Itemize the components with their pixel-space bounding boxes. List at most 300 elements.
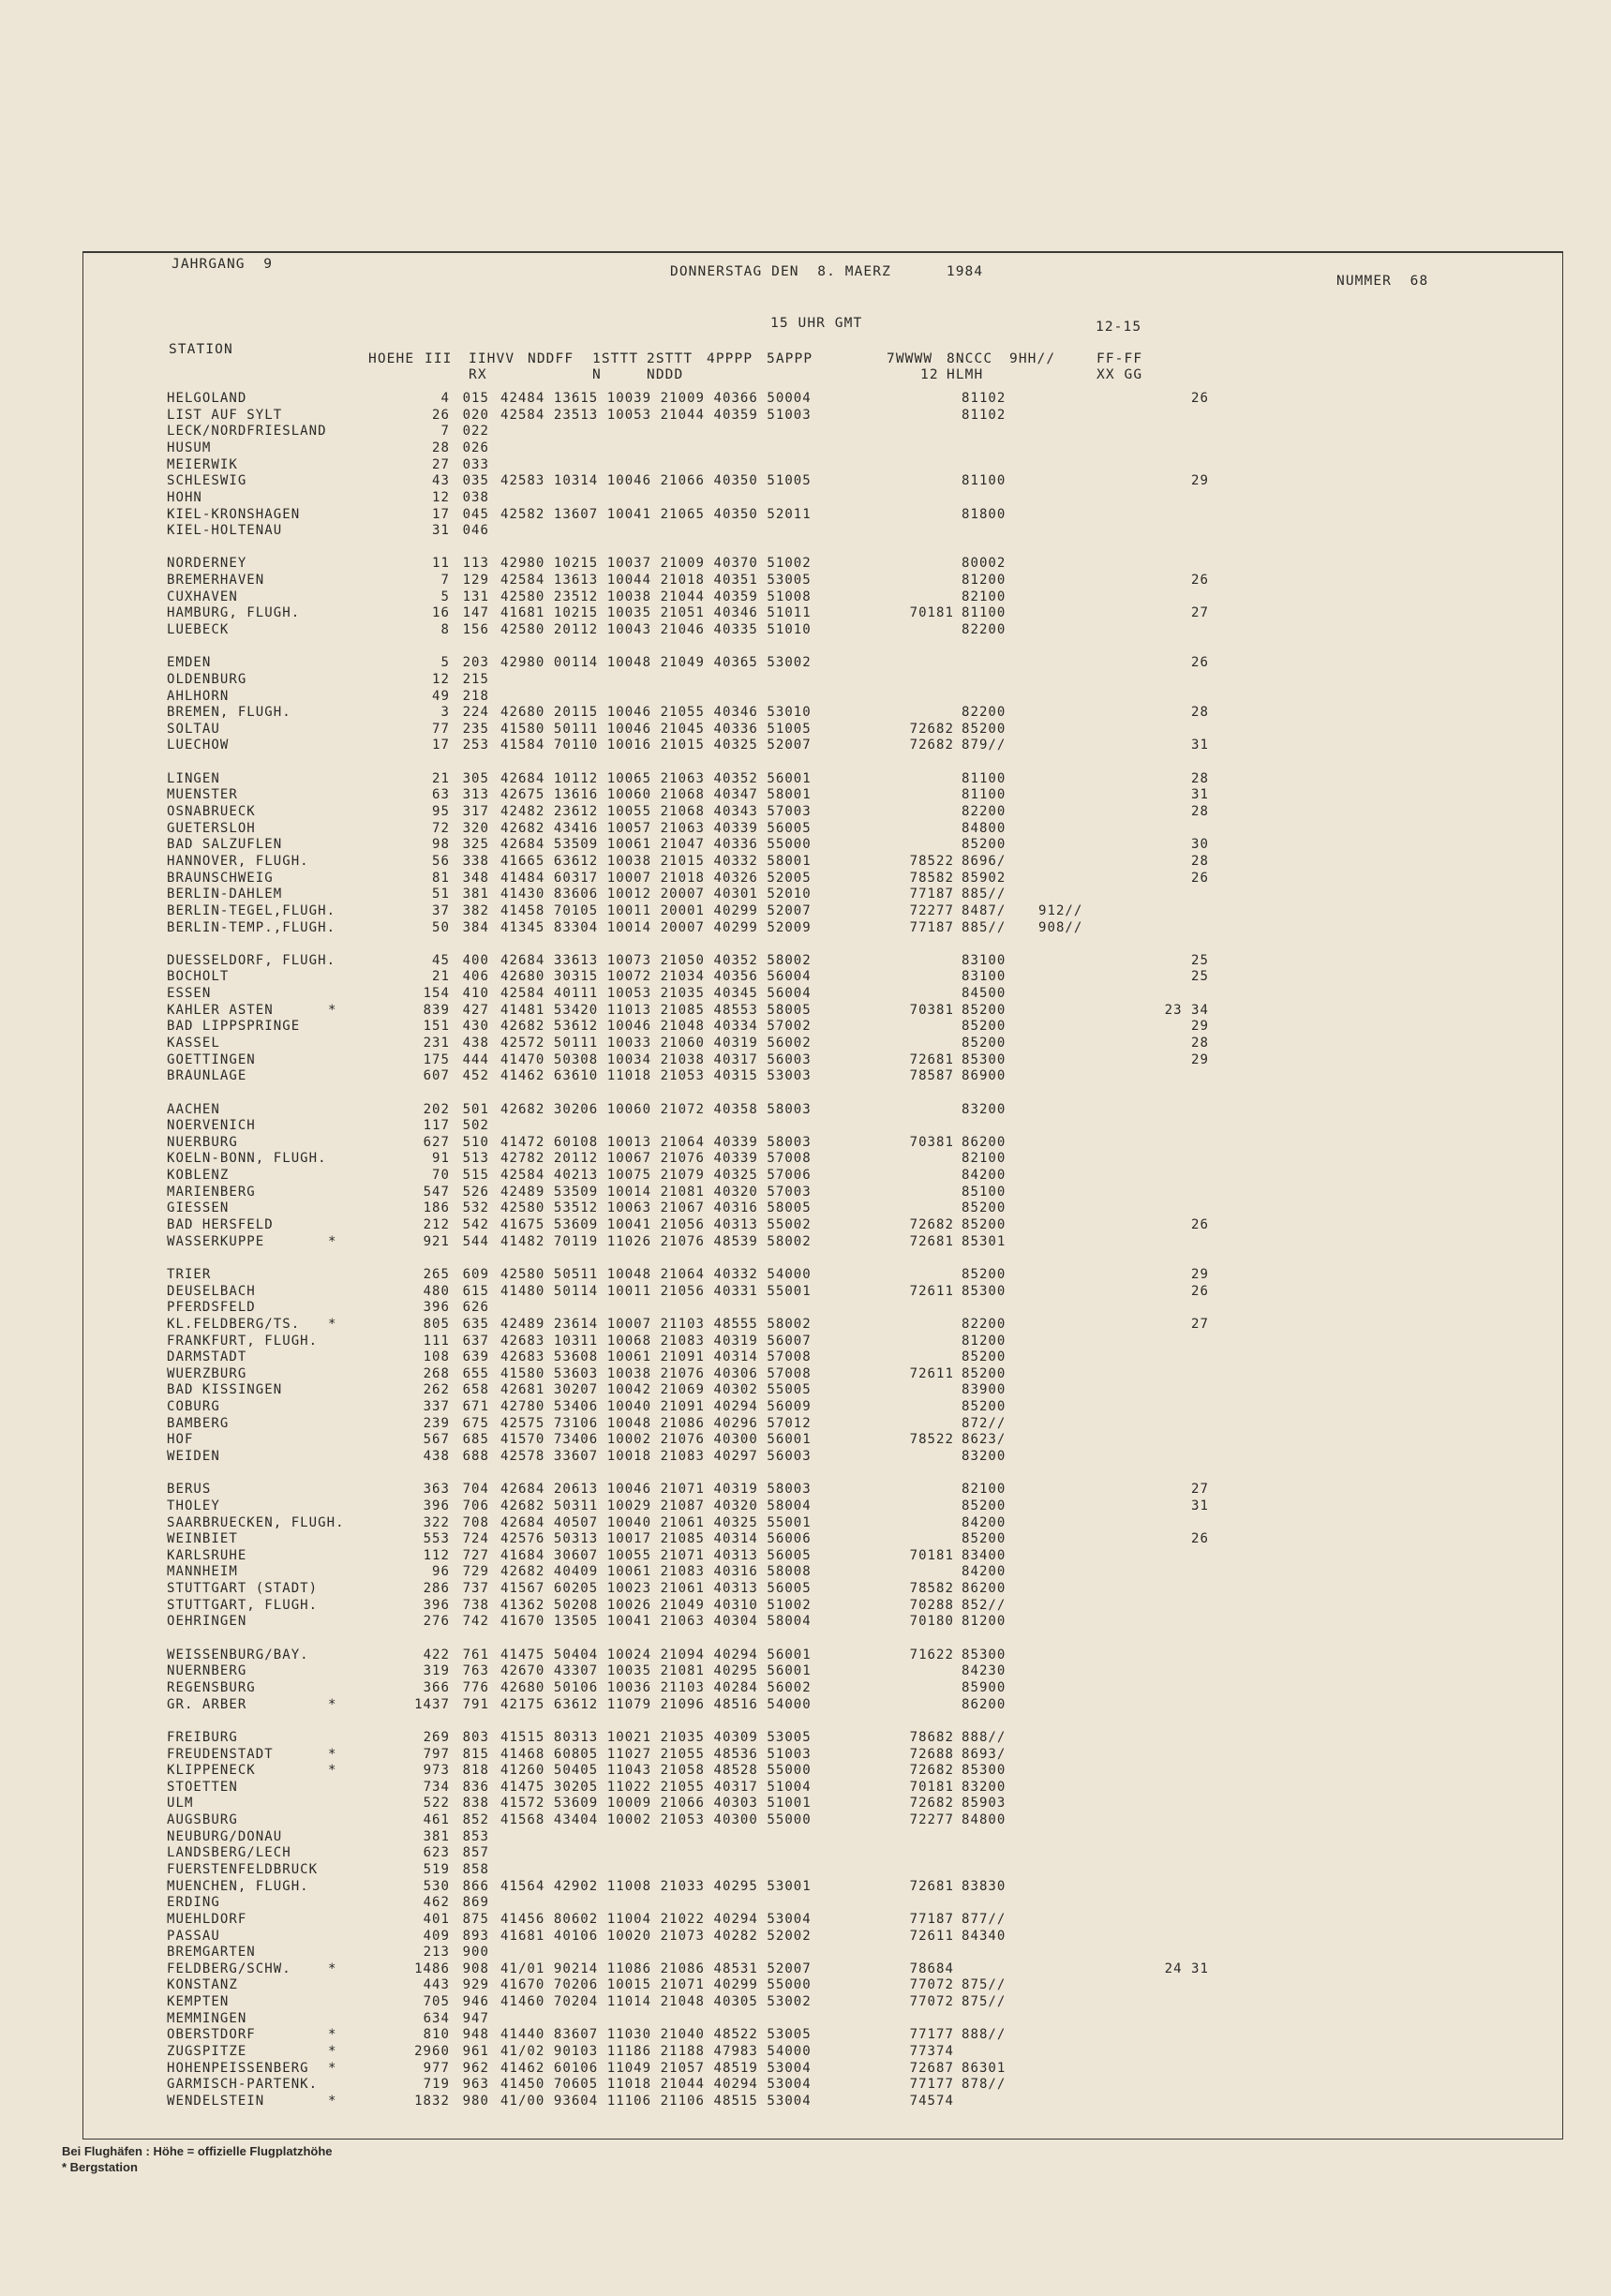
group-8nccc: 84200	[962, 1564, 1007, 1580]
group-ff: 29	[1191, 473, 1209, 489]
station-height: 276	[423, 1614, 450, 1630]
station-name: BERLIN-TEMP.,FLUGH.	[167, 919, 336, 935]
table-row	[167, 920, 1348, 937]
station-index: 131	[462, 589, 489, 604]
station-index: 026	[462, 440, 489, 455]
station-name: NUERNBERG	[167, 1663, 247, 1679]
station-index: 502	[462, 1118, 489, 1134]
station-name: FUERSTENFELDBRUCK	[167, 1862, 319, 1877]
station-name: BAD SALZUFLEN	[167, 837, 283, 853]
synop-groups: 42578 33607 10018 21083 40297 56003	[500, 1449, 812, 1464]
group-8nccc: 85200	[962, 837, 1007, 853]
synop-groups: 42681 30207 10042 21069 40302 55005	[500, 1382, 812, 1398]
station-height: 7	[440, 424, 450, 440]
station-height: 16	[432, 605, 450, 621]
synop-groups: 41580 50111 10046 21045 40336 51005	[500, 721, 812, 737]
group-8nccc: 80002	[962, 556, 1007, 572]
col-4pppp: 4PPPP	[707, 351, 753, 366]
station-index: 338	[462, 853, 489, 869]
col-station: STATION	[169, 342, 233, 357]
synop-groups: 41670 70206 10015 21071 40299 55000	[500, 1977, 812, 1993]
station-index: 947	[462, 2010, 489, 2026]
station-height: 363	[423, 1482, 450, 1498]
synop-groups: 42582 13607 10041 21065 40350 52011	[500, 506, 812, 522]
station-height: 977	[423, 2060, 450, 2076]
col-iii: III	[425, 351, 453, 366]
table-row	[167, 969, 1348, 986]
station-height: 797	[423, 1746, 450, 1762]
station-name: KOELN-BONN, FLUGH.	[167, 1151, 327, 1167]
group-ff: 26	[1191, 1283, 1209, 1299]
group-ff: 30	[1191, 837, 1209, 853]
station-height: 719	[423, 2077, 450, 2093]
table-row	[167, 1118, 1348, 1135]
station-name: MARIENBERG	[167, 1184, 256, 1200]
station-name: DEUSELBACH	[167, 1283, 256, 1299]
station-index: 853	[462, 1828, 489, 1844]
station-name: KIEL-KRONSHAGEN	[167, 506, 301, 522]
table-row	[167, 1416, 1348, 1433]
station-height: 269	[423, 1729, 450, 1745]
station-name: OBERSTDORF	[167, 2027, 256, 2043]
synop-groups: 41440 83607 11030 21040 48522 53005	[500, 2027, 812, 2043]
station-height: 7	[440, 573, 450, 588]
group-8nccc: 85200	[962, 1019, 1007, 1035]
station-name: STUTTGART, FLUGH.	[167, 1597, 319, 1613]
station-name: FELDBERG/SCHW.	[167, 1961, 291, 1976]
station-index: 035	[462, 473, 489, 489]
synop-groups: 41475 50404 10024 21094 40294 56001	[500, 1647, 812, 1662]
station-index: 215	[462, 671, 489, 687]
synop-groups: 41665 63612 10038 21015 40332 58001	[500, 853, 812, 869]
station-height: 1437	[414, 1696, 450, 1712]
station-index: 852	[462, 1812, 489, 1827]
mountain-marker: *	[328, 1233, 337, 1249]
table-row	[167, 1531, 1348, 1548]
station-index: 738	[462, 1597, 489, 1613]
table-row	[167, 1763, 1348, 1780]
station-index: 708	[462, 1514, 489, 1530]
station-name: GARMISCH-PARTENK.	[167, 2077, 319, 2093]
table-row	[167, 1003, 1348, 1020]
station-name: NORDERNEY	[167, 556, 247, 572]
table-row	[167, 871, 1348, 887]
station-height: 28	[432, 440, 450, 455]
station-index: 609	[462, 1266, 489, 1282]
station-index: 737	[462, 1581, 489, 1597]
group-ff: 29	[1191, 1019, 1209, 1035]
table-row	[167, 1912, 1348, 1929]
station-height: 151	[423, 1019, 450, 1035]
station-index: 655	[462, 1365, 489, 1381]
table-row	[167, 1680, 1348, 1697]
station-index: 675	[462, 1415, 489, 1431]
table-row	[167, 1548, 1348, 1565]
group-8nccc: 888//	[962, 2027, 1007, 2043]
station-name: MUEHLDORF	[167, 1911, 247, 1927]
station-height: 268	[423, 1365, 450, 1381]
station-name: PFERDSFELD	[167, 1300, 256, 1316]
group-ff: 31	[1191, 787, 1209, 803]
synop-groups: 42584 40213 10075 21079 40325 57006	[500, 1168, 812, 1184]
station-index: 045	[462, 506, 489, 522]
station-height: 111	[423, 1333, 450, 1349]
table-row	[167, 1498, 1348, 1515]
group-7wwww: 72688	[909, 1746, 954, 1762]
group-ff: 29	[1191, 1266, 1209, 1282]
station-index: 635	[462, 1316, 489, 1332]
group-8nccc: 85200	[962, 721, 1007, 737]
synop-groups: 41470 50308 10034 21038 40317 56003	[500, 1051, 812, 1067]
group-7wwww: 72682	[909, 721, 954, 737]
table-row	[167, 556, 1348, 573]
table-row	[167, 440, 1348, 457]
group-8nccc: 888//	[962, 1729, 1007, 1745]
station-height: 262	[423, 1382, 450, 1398]
station-height: 95	[432, 804, 450, 819]
table-row	[167, 837, 1348, 854]
station-name: KONSTANZ	[167, 1977, 238, 1993]
synop-groups: 41568 43404 10002 21053 40300 55000	[500, 1812, 812, 1827]
station-name: MEIERWIK	[167, 456, 238, 472]
station-name: FREIBURG	[167, 1729, 238, 1745]
group-ff: 27	[1191, 1316, 1209, 1332]
table-row	[167, 1135, 1348, 1152]
station-index: 501	[462, 1101, 489, 1117]
table-row	[167, 821, 1348, 838]
table-row	[167, 1102, 1348, 1119]
station-index: 020	[462, 407, 489, 423]
station-index: 763	[462, 1663, 489, 1679]
synop-groups: 41572 53609 10009 21066 40303 51001	[500, 1796, 812, 1811]
station-name: LUEBECK	[167, 622, 230, 637]
station-height: 319	[423, 1663, 450, 1679]
station-index: 384	[462, 919, 489, 935]
station-height: 72	[432, 820, 450, 836]
station-name: AUGSBURG	[167, 1812, 238, 1827]
station-name: LANDSBERG/LECH	[167, 1845, 291, 1861]
group-7wwww: 77177	[909, 2027, 954, 2043]
table-row	[167, 2061, 1348, 2078]
table-row	[167, 1862, 1348, 1879]
station-height: 51	[432, 887, 450, 902]
col-ff-sub: XX GG	[1096, 367, 1143, 382]
table-row	[167, 1267, 1348, 1284]
synop-groups: 41484 60317 10007 21018 40326 52005	[500, 870, 812, 886]
station-name: KOBLENZ	[167, 1168, 230, 1184]
station-height: 4	[440, 391, 450, 406]
table-row	[167, 1068, 1348, 1085]
table-row	[167, 2027, 1348, 2044]
station-height: 31	[432, 523, 450, 539]
group-7wwww: 70180	[909, 1614, 954, 1630]
group-8nccc: 85300	[962, 1283, 1007, 1299]
group-8nccc: 85200	[962, 1531, 1007, 1547]
station-name: MANNHEIM	[167, 1564, 238, 1580]
col-2sttt-sub: NDDD	[647, 367, 684, 382]
station-index: 203	[462, 655, 489, 671]
station-height: 1486	[414, 1961, 450, 1976]
mountain-marker: *	[328, 2060, 337, 2076]
station-height: 522	[423, 1796, 450, 1811]
table-row	[167, 655, 1348, 672]
table-row	[167, 1234, 1348, 1251]
group-8nccc: 85301	[962, 1233, 1007, 1249]
table-row	[167, 771, 1348, 788]
synop-groups: 41675 53609 10041 21056 40313 55002	[500, 1217, 812, 1232]
station-height: 322	[423, 1514, 450, 1530]
station-index: 532	[462, 1200, 489, 1216]
station-index: 963	[462, 2077, 489, 2093]
station-name: STOETTEN	[167, 1779, 238, 1795]
synop-groups: 42684 10112 10065 21063 40352 56001	[500, 770, 812, 786]
station-name: HANNOVER, FLUGH.	[167, 853, 309, 869]
group-8nccc: 85300	[962, 1647, 1007, 1662]
table-row	[167, 573, 1348, 589]
synop-groups: 41580 53603 10038 21076 40306 57008	[500, 1365, 812, 1381]
station-name: HOHN	[167, 489, 202, 505]
table-row	[167, 1747, 1348, 1764]
group-8nccc: 84500	[962, 986, 1007, 1001]
station-name: ESSEN	[167, 986, 212, 1001]
table-row	[167, 1647, 1348, 1664]
station-height: 21	[432, 969, 450, 985]
table-row	[167, 2044, 1348, 2061]
group-ff: 25	[1191, 952, 1209, 968]
synop-groups: 42780 53406 10040 21091 40294 56009	[500, 1399, 812, 1414]
table-row	[167, 1879, 1348, 1896]
table-row	[167, 672, 1348, 689]
table-row	[167, 1382, 1348, 1399]
station-height: 265	[423, 1266, 450, 1282]
group-8nccc: 82100	[962, 1151, 1007, 1167]
table-row	[167, 473, 1348, 490]
table-row	[167, 1929, 1348, 1946]
station-height: 396	[423, 1300, 450, 1316]
station-index: 857	[462, 1845, 489, 1861]
col-9hh: 9HH//	[1009, 351, 1056, 366]
station-name: BERLIN-TEGEL,FLUGH.	[167, 902, 336, 918]
table-row	[167, 787, 1348, 804]
report-date: DONNERSTAG DEN 8. MAERZ 1984	[670, 264, 984, 279]
station-index: 639	[462, 1349, 489, 1365]
synop-groups: 42580 23512 10038 21044 40359 51008	[500, 589, 812, 604]
group-7wwww: 77072	[909, 1977, 954, 1993]
station-name: BREMEN, FLUGH.	[167, 705, 291, 721]
observation-time: 15 UHR GMT	[770, 316, 863, 331]
table-row	[167, 523, 1348, 540]
group-7wwww: 77187	[909, 887, 954, 902]
group-8nccc: 82100	[962, 589, 1007, 604]
station-height: 519	[423, 1862, 450, 1877]
station-index: 908	[462, 1961, 489, 1976]
station-index: 305	[462, 770, 489, 786]
station-height: 12	[432, 489, 450, 505]
group-8nccc: 83200	[962, 1779, 1007, 1795]
synop-groups: 42580 53512 10063 21067 40316 58005	[500, 1200, 812, 1216]
station-index: 033	[462, 456, 489, 472]
table-row	[167, 1663, 1348, 1680]
station-height: 567	[423, 1432, 450, 1448]
station-index: 113	[462, 556, 489, 572]
group-8nccc: 85200	[962, 1498, 1007, 1513]
issue-number: NUMMER 68	[1336, 274, 1429, 289]
synop-groups: 42682 50311 10029 21087 40320 58004	[500, 1498, 812, 1513]
table-row	[167, 1399, 1348, 1416]
station-name: FREUDENSTADT	[167, 1746, 274, 1762]
station-index: 224	[462, 705, 489, 721]
table-row	[167, 1052, 1348, 1069]
station-name: BAD HERSFELD	[167, 1217, 274, 1232]
station-index: 929	[462, 1977, 489, 1993]
group-7wwww: 70381	[909, 1134, 954, 1150]
group-8nccc: 85902	[962, 870, 1007, 886]
station-height: 43	[432, 473, 450, 489]
group-8nccc: 8487/	[962, 902, 1007, 918]
station-index: 452	[462, 1068, 489, 1084]
station-name: CUXHAVEN	[167, 589, 238, 604]
group-ff: 28	[1191, 804, 1209, 819]
table-row	[167, 1564, 1348, 1581]
mountain-marker: *	[328, 1746, 337, 1762]
table-row	[167, 589, 1348, 606]
table-row	[167, 1366, 1348, 1383]
group-8nccc: 83100	[962, 952, 1007, 968]
group-8nccc: 86200	[962, 1696, 1007, 1712]
station-name: LUECHOW	[167, 738, 230, 753]
col-8nccc: 8NCCC	[947, 351, 993, 366]
group-ff: 25	[1191, 969, 1209, 985]
mountain-marker: *	[328, 1696, 337, 1712]
station-height: 1832	[414, 2093, 450, 2109]
synop-groups: 42684 53509 10061 21047 40336 55000	[500, 837, 812, 853]
synop-groups: 41584 70110 10016 21015 40325 52007	[500, 738, 812, 753]
group-8nccc: 85200	[962, 1036, 1007, 1051]
group-8nccc: 83900	[962, 1382, 1007, 1398]
synop-groups: 42680 30315 10072 21034 40356 56004	[500, 969, 812, 985]
synop-groups: 42682 30206 10060 21072 40358 58003	[500, 1101, 812, 1117]
station-index: 893	[462, 1928, 489, 1944]
synop-groups: 41482 70119 11026 21076 48539 58002	[500, 1233, 812, 1249]
station-height: 705	[423, 1994, 450, 2010]
station-name: LECK/NORDFRIESLAND	[167, 424, 327, 440]
station-height: 839	[423, 1002, 450, 1018]
synop-groups: 42482 23612 10055 21068 40343 57003	[500, 804, 812, 819]
table-row	[167, 424, 1348, 440]
group-8nccc: 86900	[962, 1068, 1007, 1084]
station-name: HELGOLAND	[167, 391, 247, 406]
group-8nccc: 81100	[962, 770, 1007, 786]
station-height: 12	[432, 671, 450, 687]
group-7wwww: 72682	[909, 1796, 954, 1811]
group-ff: 27	[1191, 605, 1209, 621]
station-index: 348	[462, 870, 489, 886]
station-index: 704	[462, 1482, 489, 1498]
synop-groups: 41468 60805 11027 21055 48536 51003	[500, 1746, 812, 1762]
station-index: 948	[462, 2027, 489, 2043]
station-name: GIESSEN	[167, 1200, 230, 1216]
synop-groups: 41475 30205 11022 21055 40317 51004	[500, 1779, 812, 1795]
synop-groups: 41450 70605 11018 21044 40294 53004	[500, 2077, 812, 2093]
station-index: 761	[462, 1647, 489, 1662]
station-name: WENDELSTEIN	[167, 2093, 265, 2109]
station-height: 805	[423, 1316, 450, 1332]
synop-groups: 42684 40507 10040 21061 40325 55001	[500, 1514, 812, 1530]
synop-groups: 42675 13616 10060 21068 40347 58001	[500, 787, 812, 803]
station-name: WEISSENBURG/BAY.	[167, 1647, 309, 1662]
station-name: SAARBRUECKEN, FLUGH.	[167, 1514, 345, 1530]
station-name: KAHLER ASTEN	[167, 1002, 274, 1018]
table-row	[167, 738, 1348, 754]
group-8nccc: 84230	[962, 1663, 1007, 1679]
station-height: 239	[423, 1415, 450, 1431]
station-name: OSNABRUECK	[167, 804, 256, 819]
station-height: 286	[423, 1581, 450, 1597]
group-7wwww: 72681	[909, 1051, 954, 1067]
station-index: 866	[462, 1878, 489, 1894]
table-row	[167, 1151, 1348, 1168]
group-8nccc: 81200	[962, 1614, 1007, 1630]
group-8nccc: 85900	[962, 1679, 1007, 1695]
group-8nccc: 85300	[962, 1051, 1007, 1067]
table-row	[167, 1334, 1348, 1350]
station-height: 175	[423, 1051, 450, 1067]
group-7wwww: 72611	[909, 1365, 954, 1381]
station-name: ZUGSPITZE	[167, 2044, 247, 2059]
group-ff: 26	[1191, 573, 1209, 588]
col-1sttt-sub: N	[592, 367, 602, 382]
station-name: BAD KISSINGEN	[167, 1382, 283, 1398]
group-7wwww: 77072	[909, 1994, 954, 2010]
col-5appp: 5APPP	[767, 351, 813, 366]
table-row	[167, 903, 1348, 920]
synop-groups: 42584 40111 10053 21035 40345 56004	[500, 986, 812, 1001]
group-8nccc: 85903	[962, 1796, 1007, 1811]
group-7wwww: 72277	[909, 1812, 954, 1827]
station-height: 810	[423, 2027, 450, 2043]
group-ff: 26	[1191, 391, 1209, 406]
group-8nccc: 86301	[962, 2060, 1007, 2076]
group-8nccc: 81100	[962, 473, 1007, 489]
station-name: MUENSTER	[167, 787, 238, 803]
table-row	[167, 1185, 1348, 1201]
group-8nccc: 85200	[962, 1002, 1007, 1018]
synop-groups: 42580 50511 10048 21064 40332 54000	[500, 1266, 812, 1282]
group-8nccc: 8623/	[962, 1432, 1007, 1448]
group-8nccc: 84200	[962, 1514, 1007, 1530]
station-name: GR. ARBER	[167, 1696, 247, 1712]
station-height: 231	[423, 1036, 450, 1051]
station-height: 396	[423, 1597, 450, 1613]
station-name: STUTTGART (STADT)	[167, 1581, 319, 1597]
synop-groups: 42489 53509 10014 21081 40320 57003	[500, 1184, 812, 1200]
station-name: REGENSBURG	[167, 1679, 256, 1695]
station-height: 56	[432, 853, 450, 869]
station-name: OLDENBURG	[167, 671, 247, 687]
station-name: WEINBIET	[167, 1531, 238, 1547]
group-7wwww: 78522	[909, 1432, 954, 1448]
table-row	[167, 1449, 1348, 1466]
station-height: 117	[423, 1118, 450, 1134]
group-8nccc: 875//	[962, 1977, 1007, 1993]
group-8nccc: 81800	[962, 506, 1007, 522]
table-row	[167, 887, 1348, 903]
station-height: 108	[423, 1349, 450, 1365]
station-index: 444	[462, 1051, 489, 1067]
synop-groups: 42980 10215 10037 21009 40370 51002	[500, 556, 812, 572]
station-index: 688	[462, 1449, 489, 1464]
synop-groups: 42680 20115 10046 21055 40346 53010	[500, 705, 812, 721]
